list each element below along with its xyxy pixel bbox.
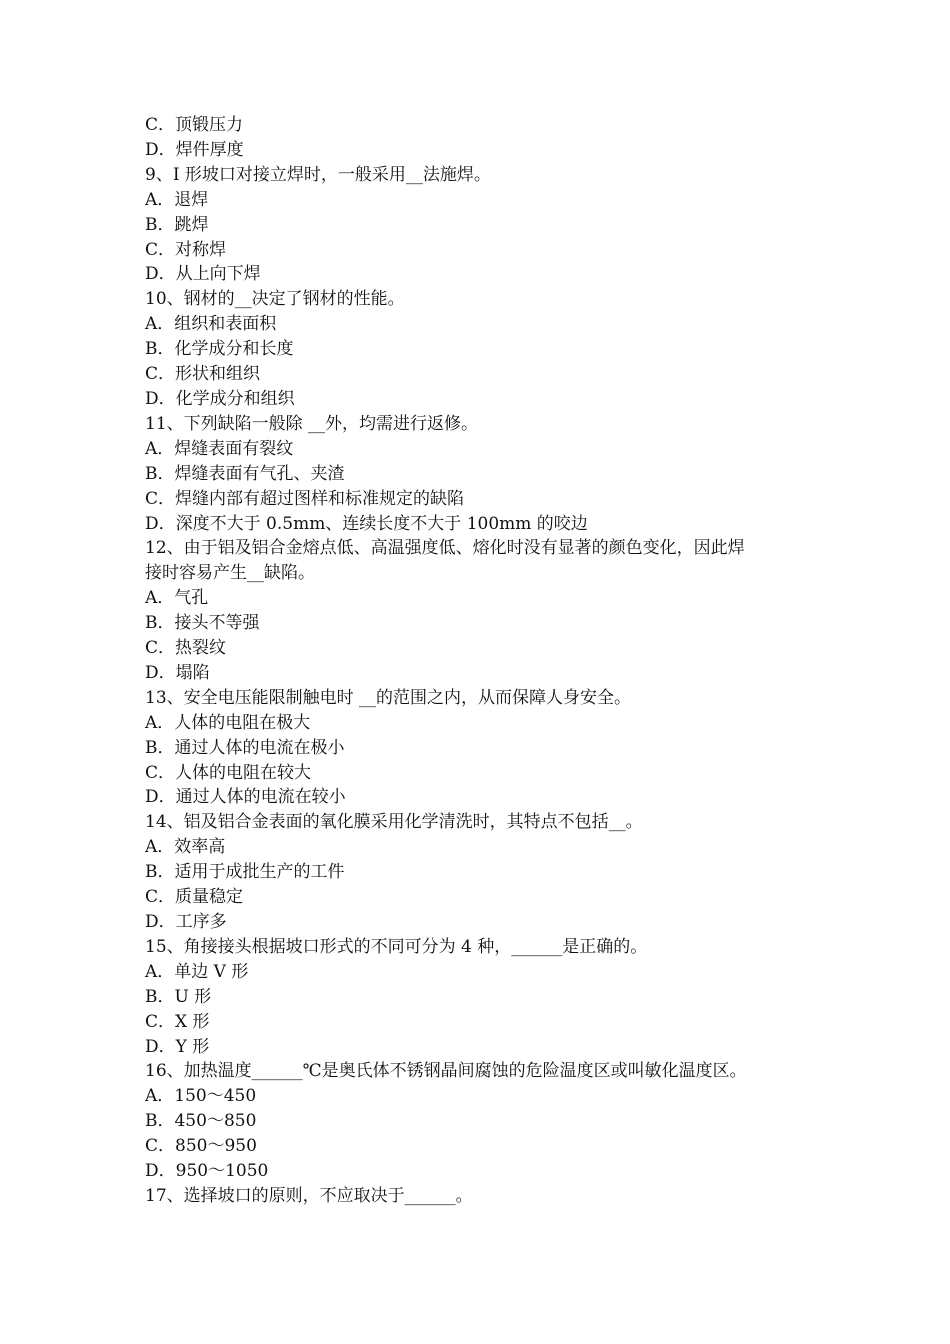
text-line: D．工序多	[145, 912, 227, 932]
text-line: B．焊缝表面有气孔、夹渣	[145, 463, 345, 484]
text-line: C．热裂纹	[145, 638, 227, 659]
text-line: D．塌陷	[145, 662, 210, 683]
text-line: C．形状和组织	[145, 364, 261, 385]
text-line: D．950～1050	[145, 1161, 269, 1182]
text-line: 10、钢材的__决定了钢材的性能。	[145, 289, 405, 310]
text-line: C．人体的电阻在较大	[145, 762, 312, 783]
text-line: D．焊件厚度	[145, 139, 244, 160]
text-line: A．焊缝表面有裂纹	[145, 438, 294, 459]
text-line: B．通过人体的电流在极小	[145, 737, 345, 758]
text-line: 17、选择坡口的原则，不应取决于______。	[145, 1185, 473, 1206]
text-line: A．150～450	[145, 1086, 257, 1107]
text-line: 接时容易产生__缺陷。	[145, 563, 315, 584]
text-line: 13、安全电压能限制触电时 __的范围之内，从而保障人身安全。	[145, 687, 632, 708]
text-line: D．从上向下焊	[145, 264, 261, 285]
text-line: 14、铝及铝合金表面的氧化膜采用化学清洗时，其特点不包括__。	[145, 812, 643, 833]
text-line: A．人体的电阻在极大	[145, 712, 311, 733]
document-page	[145, 113, 825, 1209]
text-line: B．跳焊	[145, 214, 209, 235]
text-line: A．效率高	[145, 837, 226, 858]
text-line: D．Y 形	[145, 1036, 210, 1057]
text-line: C．焊缝内部有超过图样和标准规定的缺陷	[145, 488, 465, 509]
text-line: 11、下列缺陷一般除 __外，均需进行返修。	[145, 413, 479, 434]
text-line: 9、I 形坡口对接立焊时，一般采用__法施焊。	[145, 164, 491, 185]
text-line: B．U 形	[145, 986, 212, 1007]
text-line: C．对称焊	[145, 239, 227, 260]
text-line: B．化学成分和长度	[145, 339, 294, 360]
text-line: D．通过人体的电流在较小	[145, 787, 346, 808]
text-line: D．深度不大于 0.5mm、连续长度不大于 100mm 的咬边	[145, 513, 588, 534]
text-line: 15、角接接头根据坡口形式的不同可分为 4 种，______是正确的。	[145, 936, 648, 957]
text-line: A．单边 V 形	[145, 961, 249, 982]
text-line: 16、加热温度______℃是奥氏体不锈钢晶间腐蚀的危险温度区或叫敏化温度区。	[145, 1061, 747, 1082]
text-line: C．顶锻压力	[145, 115, 244, 135]
text-line: B．适用于成批生产的工件	[145, 862, 345, 883]
text-line: 12、由于铝及铝合金熔点低、高温强度低、熔化时没有显著的颜色变化，因此焊	[145, 538, 745, 559]
text-line: D．化学成分和组织	[145, 388, 295, 409]
text-line: C．质量稳定	[145, 887, 244, 908]
text-line: C．850～950	[145, 1136, 257, 1157]
text-line: A．组织和表面积	[145, 314, 277, 335]
text-line: A．退焊	[145, 189, 209, 210]
text-line: B．接头不等强	[145, 613, 260, 634]
text-line: B．450～850	[145, 1111, 257, 1132]
text-line: A．气孔	[145, 588, 209, 609]
text-line: C．X 形	[145, 1011, 210, 1032]
